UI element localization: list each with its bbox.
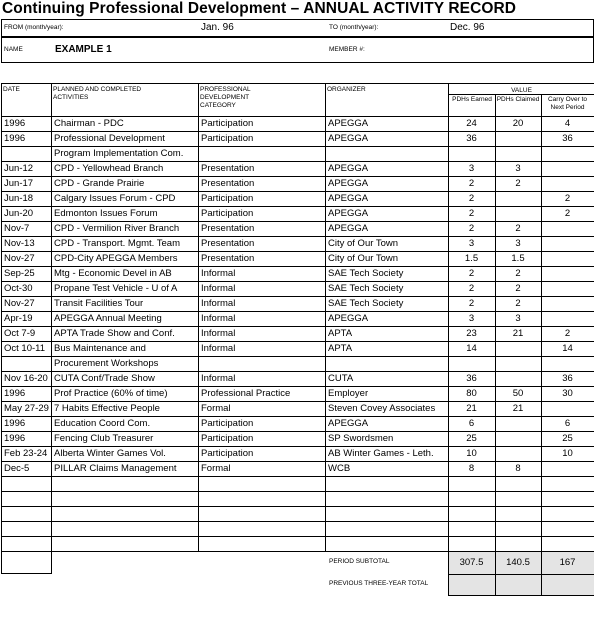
subtotal-earned[interactable]: 307.5 (459, 557, 484, 568)
table-row (1, 176, 594, 191)
cell-category[interactable]: Informal (201, 373, 236, 384)
cell-claimed[interactable]: 2 (515, 298, 521, 309)
cell-earned[interactable]: 3 (468, 163, 475, 174)
cell-organizer[interactable]: APEGGA (328, 193, 369, 204)
cell-organizer[interactable]: APEGGA (328, 163, 369, 174)
cell-activity[interactable]: CPD - Yellowhead Branch (54, 163, 164, 174)
cell-activity[interactable]: Fencing Club Treasurer (54, 433, 154, 444)
cell-organizer[interactable]: APTA (328, 328, 353, 339)
row-line (1, 506, 594, 507)
cell-claimed[interactable]: 21 (512, 403, 524, 414)
cell-claimed[interactable]: 21 (512, 328, 524, 339)
row-line (1, 446, 594, 447)
cell-earned[interactable]: 21 (466, 403, 477, 414)
subtotal-claimed[interactable]: 140.5 (506, 557, 530, 568)
cell-claimed[interactable]: 3 (515, 313, 521, 324)
cell-earned[interactable]: 36 (466, 373, 477, 384)
cell-date[interactable]: Nov-13 (4, 238, 35, 249)
table-row (1, 161, 594, 176)
cell-date[interactable]: Feb 23-24 (4, 448, 48, 459)
cell-claimed[interactable]: 3 (515, 238, 521, 249)
cell-category[interactable]: Participation (201, 448, 254, 459)
cell-organizer[interactable]: CUTA (328, 373, 354, 384)
table-row (1, 311, 594, 326)
cell-category[interactable]: Participation (201, 433, 254, 444)
table-row (1, 371, 594, 386)
cell-category[interactable]: Participation (201, 208, 254, 219)
cell-date[interactable]: 1996 (4, 388, 26, 399)
cell-claimed[interactable]: 2 (515, 178, 521, 189)
name-label: NAME (4, 46, 23, 53)
cell-carry[interactable]: 2 (564, 328, 571, 339)
row-line (1, 131, 594, 132)
table-row (1, 356, 594, 371)
cell-category[interactable]: Presentation (201, 253, 255, 264)
cell-activity[interactable]: Edmonton Issues Forum (54, 208, 158, 219)
cell-category[interactable]: Participation (201, 133, 254, 144)
cell-organizer[interactable]: APEGGA (328, 208, 369, 219)
row-line (1, 431, 594, 432)
cell-earned[interactable]: 2 (468, 178, 475, 189)
row-line (1, 401, 594, 402)
cell-earned[interactable]: 3 (468, 238, 475, 249)
cell-activity[interactable]: CPD - Transport. Mgmt. Team (54, 238, 180, 249)
cell-activity[interactable]: Calgary Issues Forum - CPD (54, 193, 176, 204)
cell-earned[interactable]: 2 (468, 268, 475, 279)
cell-category[interactable]: Informal (201, 283, 236, 294)
table-row (1, 221, 594, 236)
cell-earned[interactable]: 25 (466, 433, 477, 444)
cell-category[interactable]: Participation (201, 118, 254, 129)
to-value[interactable]: Dec. 96 (450, 22, 485, 33)
cell-earned[interactable]: 1.5 (464, 253, 479, 264)
cell-category[interactable]: Formal (201, 463, 231, 474)
cell-activity[interactable]: Procurement Workshops (54, 358, 159, 369)
row-line (1, 386, 594, 387)
row-line (1, 476, 594, 477)
previous-line (448, 595, 594, 596)
table-border-top (1, 83, 594, 84)
cell-earned[interactable]: 36 (466, 133, 477, 144)
cell-organizer[interactable]: APEGGA (328, 313, 369, 324)
row-line (1, 266, 594, 267)
cell-date[interactable]: 1996 (4, 418, 26, 429)
date-stub-bottom (1, 573, 52, 574)
subtotal-label: PERIOD SUBTOTAL (329, 558, 390, 565)
cell-earned[interactable]: 10 (466, 448, 477, 459)
cell-activity[interactable]: Propane Test Vehicle - U of A (54, 283, 178, 294)
cell-activity[interactable]: APEGGA Annual Meeting (54, 313, 162, 324)
col-line (541, 94, 542, 596)
cell-date[interactable]: Dec-5 (4, 463, 30, 474)
cell-date[interactable]: Nov-27 (4, 298, 35, 309)
previous-total-label: PREVIOUS THREE-YEAR TOTAL (329, 580, 429, 587)
cell-claimed[interactable]: 2 (515, 223, 521, 234)
cell-activity[interactable]: Transit Facilities Tour (54, 298, 144, 309)
cell-organizer[interactable]: SP Swordsmen (328, 433, 394, 444)
cell-activity[interactable]: Bus Maintenance and (54, 343, 146, 354)
cell-claimed[interactable]: 1.5 (511, 253, 525, 264)
cell-date[interactable]: Apr-19 (4, 313, 33, 324)
cell-activity[interactable]: Prof Practice (60% of time) (54, 388, 168, 399)
cell-activity[interactable]: CPD-City APEGGA Members (54, 253, 178, 264)
row-line (1, 536, 594, 537)
cell-category[interactable]: Informal (201, 268, 236, 279)
col-line (495, 94, 496, 596)
table-row (1, 341, 594, 356)
cell-earned[interactable]: 14 (466, 343, 477, 354)
period-box (1, 19, 594, 37)
cell-date[interactable]: Oct-30 (4, 283, 33, 294)
header-date: DATE (3, 86, 20, 93)
row-line (1, 176, 594, 177)
header-activities: PLANNED AND COMPLETED ACTIVITIES (53, 86, 142, 101)
row-line (1, 146, 594, 147)
header-earned: PDHs Earned (452, 96, 492, 103)
row-line (1, 491, 594, 492)
cell-activity[interactable]: Mtg - Economic Devel in AB (54, 268, 172, 279)
cell-date[interactable]: Nov-27 (4, 253, 35, 264)
cell-organizer[interactable]: Employer (328, 388, 369, 399)
table-row (1, 131, 594, 146)
row-line (1, 161, 594, 162)
table-row (1, 116, 594, 131)
row-line (1, 371, 594, 372)
header-claimed: PDHs Claimed (496, 96, 540, 103)
cell-earned[interactable]: 2 (468, 208, 475, 219)
cell-earned[interactable]: 2 (468, 223, 475, 234)
table-row (1, 191, 594, 206)
cell-activity[interactable]: Chairman - PDC (54, 118, 124, 129)
header-value: VALUE (511, 87, 532, 94)
cell-activity[interactable]: CUTA Conf/Trade Show (54, 373, 155, 384)
cell-organizer[interactable]: WCB (328, 463, 351, 474)
cell-carry[interactable]: 10 (562, 448, 573, 459)
row-line (1, 221, 594, 222)
cell-earned[interactable]: 3 (468, 313, 475, 324)
cell-carry[interactable]: 2 (564, 208, 571, 219)
cell-organizer[interactable]: City of Our Town (328, 238, 399, 249)
cell-date[interactable]: Jun-17 (4, 178, 34, 189)
table-row (1, 386, 594, 401)
cell-organizer[interactable]: APEGGA (328, 178, 369, 189)
cell-category[interactable]: Formal (201, 403, 231, 414)
row-line (1, 281, 594, 282)
row-line (1, 521, 594, 522)
cell-category[interactable]: Participation (201, 418, 254, 429)
cell-category[interactable]: Participation (201, 193, 254, 204)
cell-carry[interactable]: 6 (564, 418, 571, 429)
table-row (1, 461, 594, 476)
cell-category[interactable]: Informal (201, 298, 236, 309)
cell-claimed[interactable]: 50 (512, 388, 524, 399)
row-line (1, 356, 594, 357)
row-line (1, 236, 594, 237)
cell-organizer[interactable]: APEGGA (328, 223, 369, 234)
table-row (1, 206, 594, 221)
row-line (1, 461, 594, 462)
table-row (1, 431, 594, 446)
header-carry: Carry Over to Next Period (547, 96, 587, 111)
col-line (448, 83, 449, 596)
cell-organizer[interactable]: APTA (328, 343, 353, 354)
cell-carry[interactable]: 25 (562, 433, 573, 444)
subtotal-carry[interactable]: 167 (559, 557, 576, 568)
cell-date[interactable]: Jun-12 (4, 163, 34, 174)
value-header-divider (448, 94, 594, 95)
cell-organizer[interactable]: AB Winter Games - Leth. (328, 448, 434, 459)
cell-activity[interactable]: Program Implementation Com. (54, 148, 184, 159)
table-row (1, 236, 594, 251)
cell-category[interactable]: Presentation (201, 223, 255, 234)
cell-organizer[interactable]: APEGGA (328, 118, 369, 129)
cell-category[interactable]: Informal (201, 313, 236, 324)
cell-claimed[interactable]: 2 (515, 268, 521, 279)
cell-date[interactable]: Sep-25 (4, 268, 35, 279)
cell-date[interactable]: 1996 (4, 118, 26, 129)
cell-carry[interactable]: 2 (564, 193, 571, 204)
cell-category[interactable]: Presentation (201, 238, 255, 249)
cell-claimed[interactable]: 20 (512, 118, 524, 129)
cell-activity[interactable]: PILLAR Claims Management (54, 463, 177, 474)
row-line (1, 416, 594, 417)
col-line (51, 83, 52, 574)
cell-earned[interactable]: 2 (468, 193, 475, 204)
table-row (1, 146, 594, 161)
table-row (1, 326, 594, 341)
cell-carry[interactable]: 14 (562, 343, 573, 354)
cell-claimed[interactable]: 2 (515, 283, 521, 294)
col-line (198, 83, 199, 552)
cell-organizer[interactable]: SAE Tech Society (328, 268, 404, 279)
cell-category[interactable]: Informal (201, 328, 236, 339)
table-row (1, 401, 594, 416)
col-line (1, 83, 2, 574)
cell-date[interactable]: Jun-20 (4, 208, 34, 219)
cell-claimed[interactable]: 8 (515, 463, 521, 474)
cell-date[interactable]: Jun-18 (4, 193, 34, 204)
cell-date[interactable]: May 27-29 (4, 403, 49, 414)
row-line (1, 296, 594, 297)
cell-category[interactable]: Presentation (201, 163, 255, 174)
row-line (1, 116, 594, 117)
cell-date[interactable]: Oct 10-11 (4, 343, 46, 354)
cell-date[interactable]: Nov 16-20 (4, 373, 48, 384)
row-line (1, 206, 594, 207)
header-organizer: ORGANIZER (327, 86, 366, 93)
cell-earned[interactable]: 8 (468, 463, 475, 474)
table-row (1, 416, 594, 431)
cell-activity[interactable]: APTA Trade Show and Conf. (54, 328, 175, 339)
member-label: MEMBER #: (329, 46, 365, 53)
from-label: FROM (month/year): (4, 24, 64, 31)
cell-organizer[interactable]: SAE Tech Society (328, 283, 404, 294)
cell-date[interactable]: Oct 7-9 (4, 328, 36, 339)
cell-carry[interactable]: 4 (564, 118, 571, 129)
cell-category[interactable]: Informal (201, 343, 236, 354)
from-value[interactable]: Jan. 96 (201, 22, 234, 33)
table-row (1, 266, 594, 281)
page-title: Continuing Professional Development – ANNUAL ACTIVITY RECORD (2, 0, 517, 17)
cell-earned[interactable]: 2 (468, 298, 475, 309)
cell-carry[interactable]: 36 (562, 373, 573, 384)
cell-date[interactable]: 1996 (4, 133, 26, 144)
cell-claimed[interactable]: 3 (515, 163, 521, 174)
cell-carry[interactable]: 36 (562, 133, 573, 144)
cell-organizer[interactable]: Steven Covey Associates (328, 403, 436, 414)
cell-date[interactable]: 1996 (4, 433, 26, 444)
cell-activity[interactable]: CPD - Grande Prairie (54, 178, 145, 189)
row-line (1, 251, 594, 252)
row-line (1, 191, 594, 192)
table-row (1, 281, 594, 296)
row-line (1, 341, 594, 342)
table-row (1, 251, 594, 266)
cell-earned[interactable]: 23 (466, 328, 477, 339)
subtotal-line (448, 574, 594, 575)
cell-activity[interactable]: Alberta Winter Games Vol. (54, 448, 166, 459)
table-row (1, 296, 594, 311)
cell-category[interactable]: Professional Practice (201, 388, 291, 399)
cell-date[interactable]: Nov-7 (4, 223, 30, 234)
cell-activity[interactable]: Education Coord Com. (54, 418, 151, 429)
cell-earned[interactable]: 6 (468, 418, 475, 429)
cell-organizer[interactable]: APEGGA (328, 418, 369, 429)
cell-activity[interactable]: Professional Development (54, 133, 165, 144)
row-line (1, 551, 594, 552)
cell-activity[interactable]: CPD - Vermilion River Branch (54, 223, 180, 234)
header-category: PROFESSIONAL DEVELOPMENT CATEGORY (200, 86, 251, 109)
to-label: TO (month/year): (329, 24, 379, 31)
cell-organizer[interactable]: SAE Tech Society (328, 298, 404, 309)
cell-organizer[interactable]: APEGGA (328, 133, 369, 144)
cell-earned[interactable]: 24 (466, 118, 477, 129)
cell-activity[interactable]: 7 Habits Effective People (54, 403, 160, 414)
name-value[interactable]: EXAMPLE 1 (55, 44, 112, 55)
table-row (1, 446, 594, 461)
row-line (1, 311, 594, 312)
col-line (325, 83, 326, 552)
cell-carry[interactable]: 30 (562, 388, 573, 399)
cell-earned[interactable]: 2 (468, 283, 475, 294)
row-line (1, 326, 594, 327)
cell-organizer[interactable]: City of Our Town (328, 253, 399, 264)
cell-earned[interactable]: 80 (466, 388, 477, 399)
cell-category[interactable]: Presentation (201, 178, 255, 189)
